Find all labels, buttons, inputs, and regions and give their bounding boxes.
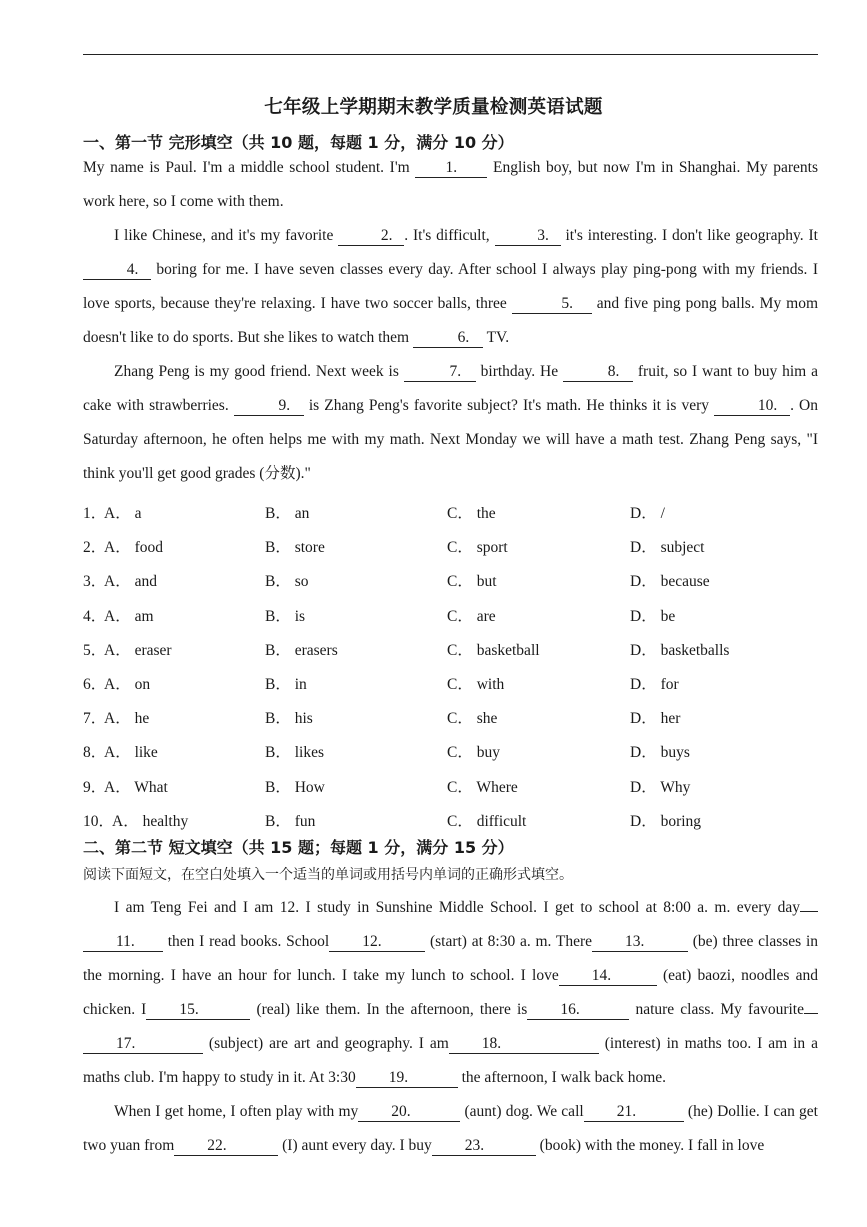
blank-12: 12.	[329, 933, 425, 952]
passage-text: (eat) baozi, noodles and chicken. I	[83, 967, 818, 1018]
passage-text: (I) aunt every day. I buy	[278, 1137, 432, 1154]
passage-text: it's interesting. I don't like geography. It	[560, 227, 818, 244]
option-c: C． the	[447, 505, 496, 522]
option-row	[83, 630, 818, 664]
blank-9: 9.	[234, 397, 304, 416]
passage-text: (interest) in maths too. I am in a maths club. I'm happy to study in it. At 3:30	[83, 1035, 818, 1086]
blank-5: 5.	[512, 295, 592, 314]
header-rule	[83, 54, 818, 55]
passage-text: TV.	[482, 329, 510, 346]
blank-7: 7.	[404, 363, 476, 382]
option-row	[83, 527, 818, 561]
option-a: A． like	[104, 744, 158, 762]
question-number: 7．	[83, 710, 107, 728]
passage-text: (aunt) dog. We call	[460, 1103, 584, 1120]
option-a: A． am	[104, 607, 154, 625]
option-d: D． buys	[630, 744, 690, 762]
option-a: A． healthy	[112, 812, 189, 830]
blank-17-start	[804, 1013, 818, 1014]
option-a: A． on	[104, 675, 151, 693]
question-number: 3．	[83, 573, 107, 591]
blank-11: 11.	[83, 933, 163, 952]
option-d: D． for	[630, 675, 679, 693]
option-b: B． an	[265, 505, 310, 522]
blank-10: 10.	[714, 397, 790, 416]
question-number: 4．	[83, 607, 107, 625]
section1-paragraph-1	[83, 151, 818, 219]
option-b: B． likes	[265, 744, 324, 762]
passage-text: birthday. He	[475, 363, 563, 380]
section1-paragraph-2	[83, 219, 818, 355]
question-number: 6．	[83, 675, 107, 693]
option-c: C． she	[447, 710, 498, 728]
option-c: C． difficult	[447, 812, 527, 830]
option-b: B． How	[265, 778, 325, 796]
section1-passage	[83, 151, 818, 491]
section2-paragraph-2	[83, 1095, 818, 1163]
blank-22: 22.	[174, 1137, 278, 1156]
passage-text: . On Saturday afternoon, he often helps me with my math. Next Monday we will have a math test. Zhang Peng says, "I think you'll get good grades (分数)."	[83, 397, 818, 482]
option-row	[83, 732, 818, 766]
option-c: C． but	[447, 573, 497, 591]
option-b: B． is	[265, 607, 306, 625]
option-d: D． basketballs	[630, 641, 730, 659]
option-d: D． Why	[630, 778, 691, 796]
blank-6: 6.	[413, 329, 483, 348]
question-number: 9．	[83, 778, 107, 796]
blank-3: 3.	[495, 227, 561, 246]
passage-text: then I read books. School	[163, 933, 330, 950]
option-c: C． with	[447, 675, 505, 693]
option-row	[83, 767, 818, 801]
option-b: B． erasers	[265, 641, 338, 659]
option-b: B． his	[265, 710, 313, 728]
passage-text: is Zhang Peng's favorite subject? It's math. He thinks it is very	[303, 397, 715, 414]
blank-19: 19.	[356, 1069, 458, 1088]
passage-text: and five ping pong balls. My mom doesn't like to do sports. But she likes to watch them	[83, 295, 819, 346]
blank-8: 8.	[563, 363, 633, 382]
passage-text: Zhang Peng is my good friend. Next week is	[114, 363, 404, 380]
blank-16: 16.	[527, 1001, 629, 1020]
option-a: A． What	[104, 778, 168, 796]
options-list	[83, 493, 818, 835]
passage-text: English boy, but now I'm in Shanghai. My parents work here, so I come with them.	[83, 159, 819, 210]
passage-text: nature class. My favourite	[629, 1001, 804, 1018]
blank-18: 18.	[449, 1035, 599, 1054]
option-c: C． buy	[447, 744, 500, 762]
option-row	[83, 493, 818, 527]
option-row	[83, 561, 818, 595]
option-row	[83, 596, 818, 630]
passage-text: the afternoon, I walk back home.	[457, 1069, 667, 1086]
question-number: 8．	[83, 744, 107, 762]
option-c: C． sport	[447, 539, 508, 557]
blank-11-start	[800, 911, 818, 912]
option-d: D． because	[630, 573, 710, 591]
option-row	[83, 801, 818, 835]
option-a: A． food	[104, 539, 163, 557]
blank-2: 2.	[338, 227, 404, 246]
option-a: A． and	[104, 573, 157, 591]
passage-text: I like Chinese, and it's my favorite	[114, 227, 339, 244]
section2-passage	[83, 891, 818, 1163]
question-number: 5．	[83, 641, 107, 659]
option-row	[83, 664, 818, 698]
passage-text: When I get home, I often play with my	[114, 1103, 359, 1120]
passage-text: My name is Paul. I'm a middle school student. I'm	[83, 159, 416, 176]
option-b: B． store	[265, 539, 325, 557]
passage-text: (real) like them. In the afternoon, there is	[250, 1001, 528, 1018]
option-b: B． in	[265, 675, 307, 693]
option-c: C． basketball	[447, 641, 540, 659]
option-a: A． eraser	[104, 641, 172, 659]
option-c: C． are	[447, 607, 496, 625]
option-d: D． boring	[630, 812, 702, 830]
option-d: D． subject	[630, 539, 705, 557]
option-b: B． fun	[265, 812, 316, 830]
passage-text: boring for me. I have seven classes every day. After school I always play ping-pong with my friends. I love sports, because they're relaxing. I have two soccer balls, three	[83, 261, 818, 312]
section1-paragraph-3	[83, 355, 818, 491]
blank-21: 21.	[584, 1103, 684, 1122]
section2-heading: 二、第二节 短文填空（共 15 题；每题 1 分，满分 15 分）	[83, 838, 514, 857]
option-d: D． her	[630, 710, 681, 728]
option-a: A． he	[104, 710, 150, 728]
blank-4: 4.	[83, 261, 151, 280]
passage-text: (he) Dollie. I can get two yuan from	[83, 1103, 818, 1154]
section1-heading: 一、第一节 完形填空（共 10 题，每题 1 分，满分 10 分）	[83, 133, 514, 152]
blank-1: 1.	[415, 159, 487, 178]
blank-14: 14.	[559, 967, 657, 986]
option-d: D． /	[630, 505, 665, 522]
blank-13: 13.	[592, 933, 688, 952]
section2-instruction: 阅读下面短文，在空白处填入一个适当的单词或用括号内单词的正确形式填空。	[83, 867, 573, 883]
blank-17: 17.	[83, 1035, 203, 1054]
passage-text: (book) with the money. I fall in love	[535, 1137, 765, 1154]
question-number: 10．	[83, 812, 115, 830]
question-number: 1．	[83, 505, 107, 522]
option-c: C． Where	[447, 778, 518, 796]
passage-text: fruit, so I want to buy him a cake with strawberries.	[83, 363, 818, 414]
passage-text: (start) at 8:30 a. m. There	[425, 933, 592, 950]
option-row	[83, 698, 818, 732]
option-b: B． so	[265, 573, 309, 591]
question-number: 2．	[83, 539, 107, 557]
page-title: 七年级上学期期末教学质量检测英语试题	[264, 97, 603, 118]
passage-text: (be) three classes in the morning. I have an hour for lunch. I take my lunch to school. I love	[83, 933, 819, 984]
blank-20: 20.	[358, 1103, 460, 1122]
passage-text: (subject) are art and geography. I am	[203, 1035, 449, 1052]
section2-paragraph-1	[83, 891, 818, 1095]
option-d: D． be	[630, 607, 676, 625]
passage-text: . It's difficult,	[404, 227, 495, 244]
option-a: A． a	[104, 505, 142, 522]
passage-text: I am Teng Fei and I am 12. I study in Sunshine Middle School. I get to school at 8:00 a. m. every day	[114, 899, 800, 916]
blank-15: 15.	[146, 1001, 250, 1020]
blank-23: 23.	[432, 1137, 536, 1156]
